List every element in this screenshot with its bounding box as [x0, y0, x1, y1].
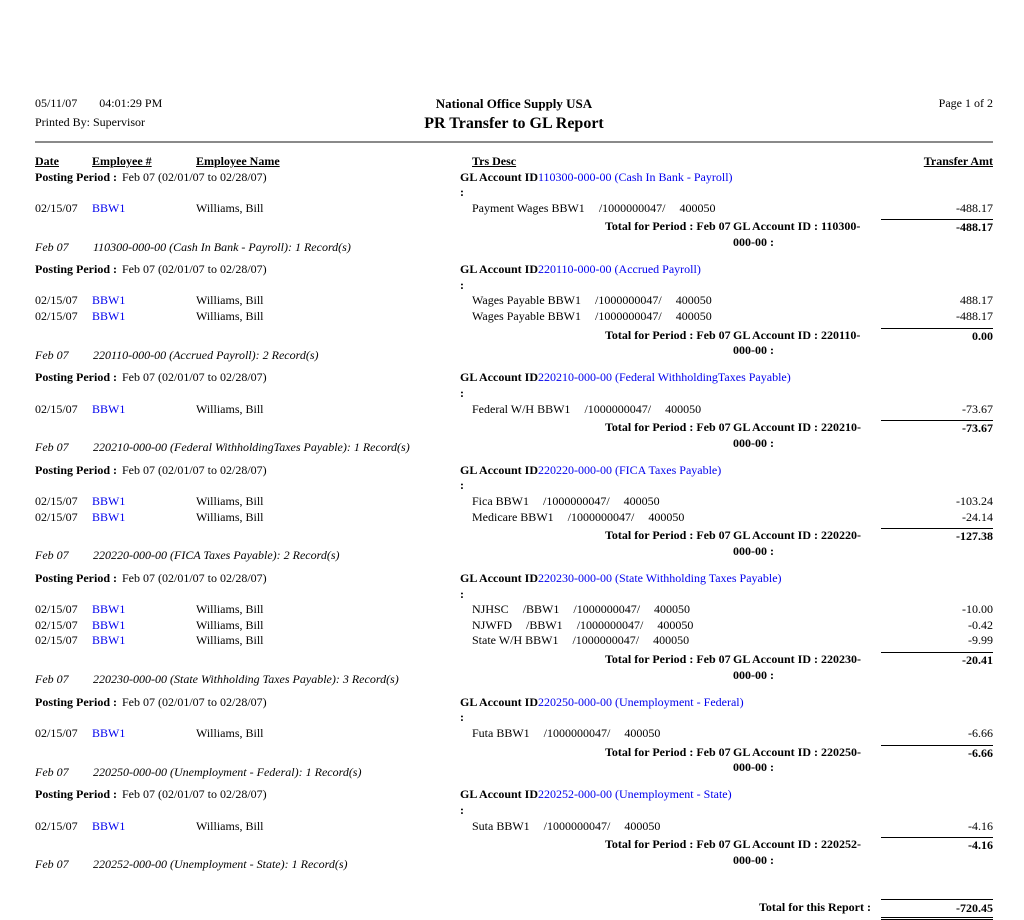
trs-group [460, 510, 993, 526]
total-period-label: Total for Period : Feb 07 [605, 420, 731, 435]
row-date: 02/15/07 [35, 602, 78, 617]
employee-link[interactable]: BBW1 [92, 494, 126, 509]
employee-link[interactable]: BBW1 [92, 308, 126, 323]
posting-period-row [35, 370, 993, 401]
row-date: 02/15/07 [35, 200, 78, 215]
col-date: Date [35, 154, 59, 168]
total-period-label: Total for Period : Feb 07 [605, 837, 731, 852]
summary-detail: 220110-000-00 (Accrued Payroll): 2 Record(s) [93, 347, 319, 362]
period-total-amount: 0.00 [881, 328, 993, 359]
gl-section [35, 571, 993, 688]
gl-account-link[interactable]: 220230-000-00 (State Withholding Taxes Payable) [538, 571, 782, 586]
employee-cell [92, 494, 196, 510]
posting-period-label: Posting Period : [35, 169, 117, 184]
gl-account-link[interactable]: 220210-000-00 (Federal WithholdingTaxes Payable) [538, 370, 791, 385]
gl-account-group [460, 370, 993, 401]
trs-desc-part: State W/H BBW1 [472, 633, 559, 648]
transaction-row [35, 726, 993, 742]
employee-cell [92, 726, 196, 742]
gl-section [35, 170, 993, 256]
employee-name: Williams, Bill [196, 725, 264, 740]
period-summary [35, 240, 460, 256]
posting-period-group [35, 463, 460, 479]
summary-detail: 220252-000-00 (Unemployment - State): 1 Record(s) [93, 857, 348, 872]
posting-period-group [35, 170, 460, 186]
gl-account-label: GL Account ID : [460, 571, 539, 601]
period-total-group [460, 420, 993, 451]
posting-period-value: Feb 07 (02/01/07 to 02/28/07) [122, 262, 267, 277]
trs-desc-part: 400050 [648, 509, 685, 524]
trs-desc-part: /1000000047/ [584, 401, 652, 416]
trs-desc-part: Suta BBW1 [472, 818, 530, 833]
trs-desc-part: Federal W/H BBW1 [472, 401, 571, 416]
total-account-label: GL Account ID : 220110-000-00 : [733, 327, 861, 358]
report-total-amount: -720.45 [881, 899, 993, 920]
employee-cell [92, 293, 196, 309]
col-transfer-amt: Transfer Amt [923, 154, 993, 168]
report-total-label: Total for this Report : [759, 899, 871, 914]
posting-period-row [35, 571, 993, 602]
transaction-row [35, 309, 993, 325]
gl-account-label: GL Account ID : [460, 169, 539, 200]
posting-period-label: Posting Period : [35, 370, 117, 385]
employee-link[interactable]: BBW1 [92, 818, 126, 833]
report-body [35, 170, 993, 873]
transaction-row [35, 819, 993, 835]
trs-desc-part: /BBW1 [522, 602, 560, 617]
row-date: 02/15/07 [35, 401, 78, 416]
posting-period-label: Posting Period : [35, 462, 117, 477]
trs-desc [460, 602, 881, 618]
period-total-row [35, 328, 993, 364]
period-summary [35, 348, 460, 364]
trs-desc-part: /1000000047/ [543, 818, 611, 833]
period-summary [35, 672, 460, 688]
row-date: 02/15/07 [35, 509, 78, 524]
period-total-amount: -6.66 [881, 745, 993, 776]
page-header [35, 96, 993, 133]
trs-desc-part: /1000000047/ [572, 633, 640, 648]
trs-desc-part: Medicare BBW1 [472, 509, 554, 524]
period-total-group [460, 328, 993, 359]
trs-desc-part: 400050 [675, 308, 712, 323]
period-total-group [460, 652, 993, 683]
trs-desc-part: 400050 [623, 494, 660, 509]
period-total-row [35, 652, 993, 688]
trs-group [460, 201, 993, 217]
summary-detail: 220250-000-00 (Unemployment - Federal): 1 Record(s) [93, 764, 362, 779]
summary-period: Feb 07 [35, 857, 69, 872]
total-spacer [460, 745, 605, 776]
summary-period: Feb 07 [35, 764, 69, 779]
period-total-row [35, 837, 993, 873]
employee-name: Williams, Bill [196, 200, 264, 215]
gl-account-link[interactable]: 220110-000-00 (Accrued Payroll) [538, 262, 701, 277]
posting-period-value: Feb 07 (02/01/07 to 02/28/07) [122, 462, 267, 477]
employee-link[interactable]: BBW1 [92, 617, 126, 632]
employee-link[interactable]: BBW1 [92, 200, 126, 215]
posting-period-value: Feb 07 (02/01/07 to 02/28/07) [122, 694, 267, 709]
gl-account-group [460, 695, 993, 726]
period-total-group [460, 219, 993, 250]
gl-account-group [460, 571, 993, 602]
row-date: 02/15/07 [35, 293, 78, 308]
trs-group [460, 309, 993, 325]
trs-desc-part: 400050 [679, 200, 716, 215]
period-total-row [35, 420, 993, 456]
transaction-row [35, 633, 993, 649]
transfer-amount: -0.42 [968, 617, 993, 632]
employee-link[interactable]: BBW1 [92, 293, 126, 308]
company-name: National Office Supply USA [435, 96, 593, 111]
employee-link[interactable]: BBW1 [92, 725, 126, 740]
summary-detail: 220230-000-00 (State Withholding Taxes Payable): 3 Record(s) [93, 672, 399, 687]
total-spacer [460, 328, 605, 359]
transaction-row [35, 510, 993, 526]
trs-desc-part: /1000000047/ [598, 200, 666, 215]
posting-period-value: Feb 07 (02/01/07 to 02/28/07) [122, 370, 267, 385]
trs-desc [460, 618, 881, 634]
trs-desc-part: /1000000047/ [567, 509, 635, 524]
trs-desc-part: NJHSC [472, 602, 509, 617]
transaction-row [35, 201, 993, 217]
transfer-amount: -24.14 [962, 509, 993, 524]
employee-link[interactable]: BBW1 [92, 633, 126, 648]
row-date: 02/15/07 [35, 633, 78, 648]
gl-account-label: GL Account ID : [460, 462, 539, 493]
posting-period-label: Posting Period : [35, 694, 117, 709]
row-date: 02/15/07 [35, 308, 78, 323]
total-spacer [460, 837, 605, 868]
gl-account-group [460, 262, 993, 293]
total-spacer [460, 652, 605, 683]
period-total-amount: -73.67 [881, 420, 993, 451]
trs-group [460, 819, 993, 835]
posting-period-group [35, 695, 460, 711]
gl-account-group [460, 787, 993, 818]
transfer-amount: -73.67 [962, 401, 993, 416]
total-period-label: Total for Period : Feb 07 [605, 327, 731, 342]
transaction-row [35, 293, 993, 309]
trs-desc-part: 400050 [657, 617, 694, 632]
employee-link[interactable]: BBW1 [92, 509, 126, 524]
period-total-amount: -488.17 [881, 219, 993, 250]
employee-cell [92, 602, 196, 618]
row-date: 02/15/07 [35, 818, 78, 833]
summary-period: Feb 07 [35, 440, 69, 455]
trs-group [460, 602, 993, 618]
total-period-label: Total for Period : Feb 07 [605, 744, 731, 759]
trs-desc-part: Futa BBW1 [472, 725, 530, 740]
trs-desc-part: 400050 [624, 818, 661, 833]
gl-section [35, 463, 993, 564]
transaction-row [35, 402, 993, 418]
trs-desc-part: 400050 [654, 602, 691, 617]
period-summary [35, 857, 460, 873]
employee-name: Williams, Bill [196, 494, 264, 509]
employee-name: Williams, Bill [196, 308, 264, 323]
posting-period-label: Posting Period : [35, 787, 117, 802]
trs-desc-part: /1000000047/ [595, 293, 662, 308]
total-period-label: Total for Period : Feb 07 [605, 528, 731, 543]
posting-period-value: Feb 07 (02/01/07 to 02/28/07) [122, 571, 267, 586]
employee-name: Williams, Bill [196, 401, 264, 416]
period-total-row [35, 528, 993, 564]
total-account-label: GL Account ID : 220230-000-00 : [733, 652, 862, 682]
posting-period-group [35, 571, 460, 587]
summary-detail: 220210-000-00 (Federal WithholdingTaxes Payable): 1 Record(s) [93, 440, 410, 455]
trs-desc-part: Payment Wages BBW1 [472, 200, 585, 215]
print-info [35, 96, 315, 130]
employee-name: Williams, Bill [196, 293, 264, 308]
gl-account-group [460, 170, 993, 201]
employee-cell [92, 618, 196, 634]
period-summary [35, 548, 460, 564]
employee-cell [92, 633, 196, 649]
employee-cell [92, 510, 196, 526]
trs-group [460, 633, 993, 649]
total-spacer [460, 219, 605, 250]
gl-section [35, 262, 993, 363]
trs-desc [460, 201, 881, 217]
trs-desc-part: /1000000047/ [573, 602, 641, 617]
trs-desc [460, 402, 881, 418]
trs-desc-part: NJWFD [472, 617, 513, 632]
total-spacer [460, 528, 605, 559]
employee-cell [92, 309, 196, 325]
summary-period: Feb 07 [35, 239, 69, 254]
employee-name: Williams, Bill [196, 602, 264, 617]
trs-desc-part: 400050 [624, 725, 661, 740]
employee-link[interactable]: BBW1 [92, 401, 126, 416]
trs-desc-part: /1000000047/ [576, 617, 644, 632]
transaction-row [35, 494, 993, 510]
gl-account-group [460, 463, 993, 494]
period-total-amount: -20.41 [881, 652, 993, 683]
summary-detail: 110300-000-00 (Cash In Bank - Payroll): 1 Record(s) [93, 239, 351, 254]
trs-desc-part: 400050 [665, 401, 702, 416]
trs-group [460, 402, 993, 418]
col-employee-num: Employee # [92, 154, 152, 168]
posting-period-group [35, 787, 460, 803]
trs-desc [460, 510, 881, 526]
print-datetime [35, 96, 315, 111]
posting-period-value: Feb 07 (02/01/07 to 02/28/07) [122, 787, 267, 802]
transfer-amount: 488.17 [960, 293, 993, 308]
posting-period-label: Posting Period : [35, 262, 117, 277]
gl-account-link[interactable]: 220220-000-00 (FICA Taxes Payable) [538, 462, 722, 477]
gl-section [35, 370, 993, 456]
total-period-label: Total for Period : Feb 07 [605, 652, 731, 666]
period-summary [35, 765, 460, 781]
posting-period-row [35, 695, 993, 726]
trs-group [460, 494, 993, 510]
posting-period-group [35, 262, 460, 278]
employee-link[interactable]: BBW1 [92, 602, 126, 617]
trs-group [460, 618, 993, 634]
printed-by: Printed By: Supervisor [35, 115, 145, 129]
transfer-amount: -4.16 [968, 818, 993, 833]
trs-desc [460, 494, 881, 510]
total-account-label: GL Account ID : 220220-000-00 : [733, 528, 862, 558]
employee-cell [92, 402, 196, 418]
trs-desc [460, 633, 881, 649]
period-total-row [35, 745, 993, 781]
period-total-group [460, 837, 993, 868]
trs-desc [460, 726, 881, 742]
report-heading [315, 96, 713, 133]
trs-desc [460, 819, 881, 835]
transaction-row [35, 602, 993, 618]
trs-desc-part: /BBW1 [526, 617, 563, 632]
row-date: 02/15/07 [35, 725, 78, 740]
page-number: Page 1 of 2 [938, 96, 993, 110]
report-total-row [35, 899, 993, 920]
trs-desc [460, 309, 881, 325]
transaction-row [35, 618, 993, 634]
posting-period-row [35, 262, 993, 293]
transfer-amount: -488.17 [956, 308, 993, 323]
total-account-label: GL Account ID : 220252-000-00 : [733, 837, 862, 867]
transfer-amount: -9.99 [968, 633, 993, 648]
column-headers [35, 154, 993, 170]
print-time: 04:01:29 PM [99, 96, 163, 110]
trs-desc-part: /1000000047/ [543, 725, 611, 740]
transfer-amount: -6.66 [968, 725, 993, 740]
trs-desc-part: /1000000047/ [595, 308, 662, 323]
summary-period: Feb 07 [35, 672, 69, 687]
gl-account-label: GL Account ID : [460, 370, 539, 400]
posting-period-row [35, 787, 993, 818]
row-date: 02/15/07 [35, 617, 78, 632]
employee-cell [92, 819, 196, 835]
summary-period: Feb 07 [35, 548, 69, 563]
col-trs-desc: Trs Desc [472, 154, 517, 168]
gl-account-link[interactable]: 110300-000-00 (Cash In Bank - Payroll) [538, 169, 733, 184]
gl-account-link[interactable]: 220252-000-00 (Unemployment - State) [538, 787, 732, 802]
report-title: PR Transfer to GL Report [424, 115, 604, 132]
print-date: 05/11/07 [35, 96, 78, 110]
posting-period-row [35, 170, 993, 201]
summary-period: Feb 07 [35, 347, 69, 362]
gl-account-label: GL Account ID : [460, 262, 539, 292]
transfer-amount: -103.24 [956, 494, 993, 509]
col-employee-name: Employee Name [196, 154, 280, 168]
total-period-label: Total for Period : Feb 07 [605, 219, 731, 234]
total-account-label: GL Account ID : 220210-000-00 : [733, 420, 862, 450]
trs-group [460, 293, 993, 309]
summary-detail: 220220-000-00 (FICA Taxes Payable): 2 Record(s) [93, 548, 340, 563]
gl-account-label: GL Account ID : [460, 694, 539, 725]
trs-desc-part: 400050 [675, 293, 712, 308]
period-summary [35, 440, 460, 456]
period-total-amount: -4.16 [881, 837, 993, 868]
trs-desc [460, 293, 881, 309]
gl-section [35, 787, 993, 873]
transfer-amount: -488.17 [956, 200, 993, 215]
row-date: 02/15/07 [35, 494, 78, 509]
employee-cell [92, 201, 196, 217]
employee-name: Williams, Bill [196, 617, 264, 632]
employee-name: Williams, Bill [196, 818, 264, 833]
trs-desc-part: Wages Payable BBW1 [472, 308, 582, 323]
posting-period-row [35, 463, 993, 494]
gl-account-link[interactable]: 220250-000-00 (Unemployment - Federal) [538, 694, 744, 709]
trs-desc-part: Wages Payable BBW1 [472, 293, 582, 308]
total-account-label: GL Account ID : 220250-000-00 : [733, 744, 862, 775]
period-total-group [460, 528, 993, 559]
trs-desc-part: Fica BBW1 [472, 494, 529, 509]
trs-desc-part: /1000000047/ [543, 494, 610, 509]
trs-desc-part: 400050 [653, 633, 690, 648]
gl-account-label: GL Account ID : [460, 787, 539, 817]
employee-name: Williams, Bill [196, 509, 264, 524]
period-total-amount: -127.38 [881, 528, 993, 559]
total-account-label: GL Account ID : 110300-000-00 : [733, 219, 861, 249]
employee-name: Williams, Bill [196, 633, 264, 648]
posting-period-value: Feb 07 (02/01/07 to 02/28/07) [122, 169, 267, 184]
period-total-row [35, 219, 993, 255]
posting-period-group [35, 370, 460, 386]
period-total-group [460, 745, 993, 776]
header-rule [35, 141, 993, 143]
transfer-amount: -10.00 [962, 602, 993, 617]
total-spacer [460, 420, 605, 451]
posting-period-label: Posting Period : [35, 571, 117, 586]
trs-group [460, 726, 993, 742]
